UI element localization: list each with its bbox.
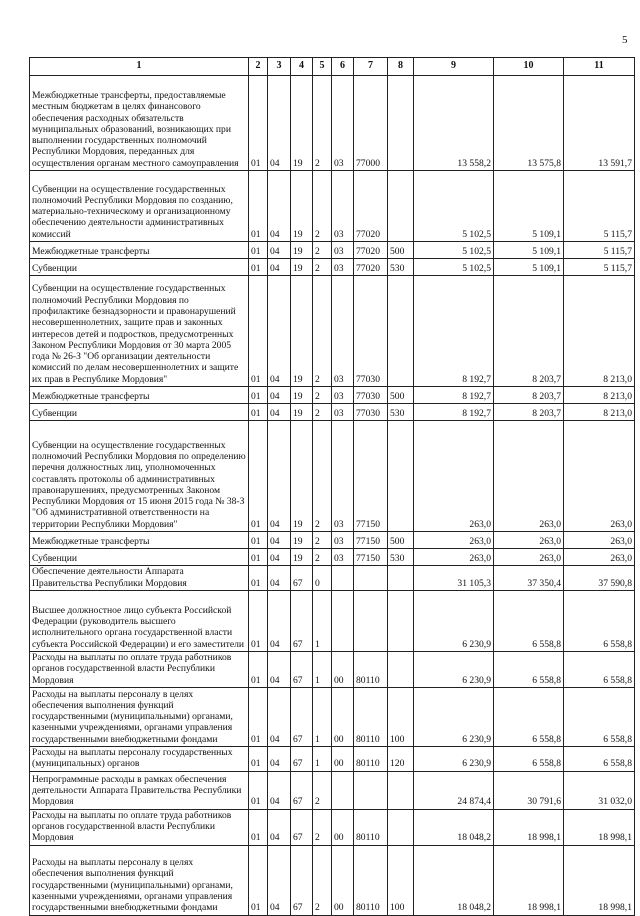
cell-c8: 500 bbox=[388, 387, 414, 404]
cell-c3: 04 bbox=[268, 771, 291, 809]
cell-c2: 01 bbox=[249, 845, 268, 915]
cell-v11: 5 115,7 bbox=[564, 242, 635, 259]
cell-c7: 80110 bbox=[354, 747, 388, 772]
cell-c4: 19 bbox=[291, 421, 313, 532]
cell-v9: 5 102,5 bbox=[414, 171, 494, 242]
cell-v11: 6 558,8 bbox=[564, 591, 635, 652]
cell-v11: 18 998,1 bbox=[564, 845, 635, 915]
cell-v9: 263,0 bbox=[414, 421, 494, 532]
column-header-8: 8 bbox=[388, 58, 414, 76]
table-row bbox=[30, 771, 635, 809]
cell-v10: 8 203,7 bbox=[494, 387, 564, 404]
cell-c6: 03 bbox=[332, 532, 354, 549]
cell-c6: 03 bbox=[332, 549, 354, 566]
table-row bbox=[30, 747, 635, 772]
cell-c5: 2 bbox=[313, 171, 332, 242]
table-row bbox=[30, 566, 635, 591]
cell-c5: 2 bbox=[313, 259, 332, 276]
cell-c2: 01 bbox=[249, 276, 268, 387]
cell-c3: 04 bbox=[268, 688, 291, 747]
cell-c7: 77030 bbox=[354, 404, 388, 421]
cell-c6: 03 bbox=[332, 404, 354, 421]
cell-c8: 100 bbox=[388, 688, 414, 747]
cell-v11: 263,0 bbox=[564, 549, 635, 566]
cell-c8 bbox=[388, 276, 414, 387]
cell-v11: 31 032,0 bbox=[564, 771, 635, 809]
table-row bbox=[30, 171, 635, 242]
cell-c8 bbox=[388, 76, 414, 171]
cell-c2: 01 bbox=[249, 688, 268, 747]
budget-table bbox=[29, 57, 635, 916]
cell-c8 bbox=[388, 591, 414, 652]
cell-c4: 67 bbox=[291, 591, 313, 652]
cell-c3: 04 bbox=[268, 404, 291, 421]
column-header-11: 11 bbox=[564, 58, 635, 76]
row-name-cell: Расходы на выплаты персоналу государственных (муниципальных) органов bbox=[30, 747, 249, 772]
row-name-cell: Расходы на выплаты по оплате труда работников органов государственной власти Республики Мордовия bbox=[30, 809, 249, 845]
table-body bbox=[30, 76, 635, 916]
cell-v10: 6 558,8 bbox=[494, 591, 564, 652]
cell-v11: 8 213,0 bbox=[564, 276, 635, 387]
cell-c6: 03 bbox=[332, 76, 354, 171]
row-name-cell: Обеспечение деятельности Аппарата Правительства Республики Мордовия bbox=[30, 566, 249, 591]
cell-v11: 263,0 bbox=[564, 532, 635, 549]
cell-v9: 6 230,9 bbox=[414, 652, 494, 688]
row-name-cell: Субвенции на осуществление государственных полномочий Республики Мордовия по профилактике безнадзорности и правонарушений несовершеннолетних, защите прав и законных интересов детей и подростков, предусмотренных Законом Республики Мордовия от 30 марта 2005 года № 26-З "Об организации деятельности комиссий по делам несовершеннолетних и защите их прав в Республике Мордовия" bbox=[30, 276, 249, 387]
cell-c8 bbox=[388, 171, 414, 242]
cell-c2: 01 bbox=[249, 771, 268, 809]
table-row bbox=[30, 76, 635, 171]
cell-v9: 8 192,7 bbox=[414, 404, 494, 421]
cell-c3: 04 bbox=[268, 276, 291, 387]
table-row bbox=[30, 549, 635, 566]
cell-c4: 67 bbox=[291, 652, 313, 688]
cell-c4: 19 bbox=[291, 242, 313, 259]
row-name-cell: Межбюджетные трансферты bbox=[30, 387, 249, 404]
cell-c4: 19 bbox=[291, 76, 313, 171]
column-header-9: 9 bbox=[414, 58, 494, 76]
cell-v10: 5 109,1 bbox=[494, 242, 564, 259]
cell-c5: 2 bbox=[313, 404, 332, 421]
cell-c2: 01 bbox=[249, 387, 268, 404]
cell-c4: 19 bbox=[291, 171, 313, 242]
cell-v10: 18 998,1 bbox=[494, 845, 564, 915]
cell-c4: 19 bbox=[291, 276, 313, 387]
cell-v10: 18 998,1 bbox=[494, 809, 564, 845]
row-name-cell: Высшее должностное лицо субъекта Российской Федерации (руководитель высшего исполнительного органа государственной власти субъекта Российской Федерации) и его заместители bbox=[30, 591, 249, 652]
cell-v9: 31 105,3 bbox=[414, 566, 494, 591]
cell-c8 bbox=[388, 771, 414, 809]
table-row bbox=[30, 242, 635, 259]
column-header-4: 4 bbox=[291, 58, 313, 76]
cell-c7: 77000 bbox=[354, 76, 388, 171]
cell-c6: 03 bbox=[332, 387, 354, 404]
cell-c2: 01 bbox=[249, 404, 268, 421]
cell-c8: 530 bbox=[388, 549, 414, 566]
cell-c5: 2 bbox=[313, 387, 332, 404]
cell-v11: 8 213,0 bbox=[564, 387, 635, 404]
cell-v10: 263,0 bbox=[494, 421, 564, 532]
cell-v9: 5 102,5 bbox=[414, 242, 494, 259]
cell-c4: 19 bbox=[291, 532, 313, 549]
cell-c5: 2 bbox=[313, 771, 332, 809]
cell-c7 bbox=[354, 566, 388, 591]
table-row bbox=[30, 652, 635, 688]
cell-c5: 1 bbox=[313, 747, 332, 772]
table-row bbox=[30, 259, 635, 276]
cell-c6: 03 bbox=[332, 242, 354, 259]
row-name-cell: Межбюджетные трансферты bbox=[30, 532, 249, 549]
cell-c4: 67 bbox=[291, 771, 313, 809]
cell-c8: 500 bbox=[388, 242, 414, 259]
cell-c3: 04 bbox=[268, 76, 291, 171]
column-header-1: 1 bbox=[30, 58, 249, 76]
cell-c2: 01 bbox=[249, 549, 268, 566]
cell-c3: 04 bbox=[268, 845, 291, 915]
cell-c4: 67 bbox=[291, 566, 313, 591]
cell-c7: 77150 bbox=[354, 549, 388, 566]
cell-c6 bbox=[332, 591, 354, 652]
cell-c4: 67 bbox=[291, 747, 313, 772]
row-name-cell: Субвенции bbox=[30, 549, 249, 566]
row-name-cell: Расходы на выплаты персоналу в целях обеспечения выполнения функций государственными (муниципальными) органами, казенными учреждениями, органами управления государственными внебюджетными фондами bbox=[30, 688, 249, 747]
cell-c6: 03 bbox=[332, 276, 354, 387]
cell-v10: 6 558,8 bbox=[494, 747, 564, 772]
row-name-cell: Непрограммные расходы в рамках обеспечения деятельности Аппарата Правительства Республики Мордовия bbox=[30, 771, 249, 809]
cell-c3: 04 bbox=[268, 532, 291, 549]
cell-v9: 18 048,2 bbox=[414, 809, 494, 845]
cell-v9: 263,0 bbox=[414, 549, 494, 566]
cell-c5: 2 bbox=[313, 276, 332, 387]
cell-c3: 04 bbox=[268, 652, 291, 688]
cell-c6: 00 bbox=[332, 809, 354, 845]
cell-v11: 18 998,1 bbox=[564, 809, 635, 845]
cell-c5: 2 bbox=[313, 809, 332, 845]
column-header-7: 7 bbox=[354, 58, 388, 76]
cell-c7: 77150 bbox=[354, 421, 388, 532]
cell-c8: 500 bbox=[388, 532, 414, 549]
cell-v9: 6 230,9 bbox=[414, 747, 494, 772]
cell-c4: 67 bbox=[291, 809, 313, 845]
table-row bbox=[30, 532, 635, 549]
cell-c7: 77030 bbox=[354, 276, 388, 387]
cell-v11: 263,0 bbox=[564, 421, 635, 532]
cell-c3: 04 bbox=[268, 421, 291, 532]
cell-c4: 67 bbox=[291, 688, 313, 747]
cell-c2: 01 bbox=[249, 259, 268, 276]
cell-c5: 1 bbox=[313, 652, 332, 688]
cell-v11: 6 558,8 bbox=[564, 688, 635, 747]
cell-v11: 5 115,7 bbox=[564, 259, 635, 276]
column-header-3: 3 bbox=[268, 58, 291, 76]
cell-v10: 6 558,8 bbox=[494, 652, 564, 688]
cell-c6: 00 bbox=[332, 688, 354, 747]
cell-c8: 100 bbox=[388, 845, 414, 915]
cell-c3: 04 bbox=[268, 549, 291, 566]
cell-c3: 04 bbox=[268, 809, 291, 845]
cell-c4: 19 bbox=[291, 549, 313, 566]
cell-c2: 01 bbox=[249, 171, 268, 242]
cell-v11: 37 590,8 bbox=[564, 566, 635, 591]
column-header-6: 6 bbox=[332, 58, 354, 76]
column-header-2: 2 bbox=[249, 58, 268, 76]
cell-c7: 80110 bbox=[354, 688, 388, 747]
cell-c8 bbox=[388, 421, 414, 532]
cell-v9: 6 230,9 bbox=[414, 591, 494, 652]
table-row bbox=[30, 809, 635, 845]
cell-c5: 2 bbox=[313, 76, 332, 171]
cell-c7: 77030 bbox=[354, 387, 388, 404]
cell-v10: 263,0 bbox=[494, 549, 564, 566]
cell-v11: 6 558,8 bbox=[564, 652, 635, 688]
cell-c8: 120 bbox=[388, 747, 414, 772]
cell-c5: 2 bbox=[313, 845, 332, 915]
cell-c6: 03 bbox=[332, 259, 354, 276]
cell-v10: 30 791,6 bbox=[494, 771, 564, 809]
table-row bbox=[30, 387, 635, 404]
table-row bbox=[30, 404, 635, 421]
cell-c8 bbox=[388, 652, 414, 688]
row-name-cell: Субвенции bbox=[30, 404, 249, 421]
cell-c4: 19 bbox=[291, 259, 313, 276]
header-row bbox=[30, 58, 635, 76]
table-row bbox=[30, 688, 635, 747]
cell-c5: 0 bbox=[313, 566, 332, 591]
cell-v10: 5 109,1 bbox=[494, 171, 564, 242]
cell-v10: 37 350,4 bbox=[494, 566, 564, 591]
cell-c5: 2 bbox=[313, 549, 332, 566]
cell-c8 bbox=[388, 566, 414, 591]
cell-c3: 04 bbox=[268, 171, 291, 242]
row-name-cell: Расходы на выплаты по оплате труда работников органов государственной власти Республики Мордовия bbox=[30, 652, 249, 688]
cell-v9: 263,0 bbox=[414, 532, 494, 549]
table-row bbox=[30, 276, 635, 387]
cell-c4: 19 bbox=[291, 404, 313, 421]
cell-c6: 00 bbox=[332, 652, 354, 688]
row-name-cell: Субвенции на осуществление государственных полномочий Республики Мордовия по созданию, материально-техническому и организационному обеспечению деятельности административных комиссий bbox=[30, 171, 249, 242]
cell-c6: 00 bbox=[332, 845, 354, 915]
cell-c2: 01 bbox=[249, 652, 268, 688]
cell-c2: 01 bbox=[249, 809, 268, 845]
cell-v9: 6 230,9 bbox=[414, 688, 494, 747]
cell-v11: 8 213,0 bbox=[564, 404, 635, 421]
cell-v9: 5 102,5 bbox=[414, 259, 494, 276]
cell-c3: 04 bbox=[268, 747, 291, 772]
cell-c7: 80110 bbox=[354, 809, 388, 845]
row-name-cell: Расходы на выплаты персоналу в целях обеспечения выполнения функций государственными (муниципальными) органами, казенными учреждениями, органами управления государственными внебюджетными фондами bbox=[30, 845, 249, 915]
cell-c3: 04 bbox=[268, 242, 291, 259]
cell-v10: 6 558,8 bbox=[494, 688, 564, 747]
cell-v9: 8 192,7 bbox=[414, 387, 494, 404]
cell-c7: 77020 bbox=[354, 242, 388, 259]
cell-c2: 01 bbox=[249, 747, 268, 772]
cell-c2: 01 bbox=[249, 591, 268, 652]
cell-c5: 1 bbox=[313, 688, 332, 747]
cell-v10: 8 203,7 bbox=[494, 404, 564, 421]
cell-c6: 03 bbox=[332, 171, 354, 242]
cell-v11: 6 558,8 bbox=[564, 747, 635, 772]
cell-c2: 01 bbox=[249, 242, 268, 259]
cell-v10: 5 109,1 bbox=[494, 259, 564, 276]
cell-c2: 01 bbox=[249, 421, 268, 532]
cell-c6: 03 bbox=[332, 421, 354, 532]
cell-c8 bbox=[388, 809, 414, 845]
cell-v9: 8 192,7 bbox=[414, 276, 494, 387]
row-name-cell: Межбюджетные трансферты, предоставляемые местным бюджетам в целях финансового обеспечения расходных обязательств муниципальных образований, возникающих при выполнении государственных полномочий Республики Мордовия, переданных для осуществления органам местного самоуправления bbox=[30, 76, 249, 171]
cell-c7: 77020 bbox=[354, 259, 388, 276]
row-name-cell: Субвенции bbox=[30, 259, 249, 276]
cell-v9: 13 558,2 bbox=[414, 76, 494, 171]
cell-v9: 24 874,4 bbox=[414, 771, 494, 809]
cell-c4: 19 bbox=[291, 387, 313, 404]
table-row bbox=[30, 591, 635, 652]
table-row bbox=[30, 421, 635, 532]
cell-c7: 77150 bbox=[354, 532, 388, 549]
cell-c5: 2 bbox=[313, 242, 332, 259]
cell-c4: 67 bbox=[291, 845, 313, 915]
cell-v10: 13 575,8 bbox=[494, 76, 564, 171]
cell-c8: 530 bbox=[388, 404, 414, 421]
cell-c3: 04 bbox=[268, 566, 291, 591]
cell-c3: 04 bbox=[268, 259, 291, 276]
row-name-cell: Межбюджетные трансферты bbox=[30, 242, 249, 259]
cell-c3: 04 bbox=[268, 387, 291, 404]
cell-c6 bbox=[332, 771, 354, 809]
cell-v10: 263,0 bbox=[494, 532, 564, 549]
cell-c5: 1 bbox=[313, 591, 332, 652]
cell-c6: 00 bbox=[332, 747, 354, 772]
page-number: 5 bbox=[622, 34, 628, 46]
cell-v11: 5 115,7 bbox=[564, 171, 635, 242]
column-header-10: 10 bbox=[494, 58, 564, 76]
row-name-cell: Субвенции на осуществление государственных полномочий Республики Мордовия по определению перечня должностных лиц, уполномоченных составлять протоколы об административных правонарушениях, предусмотренных Законом Республики Мордовия от 15 июня 2015 года № 38-З "Об административной ответственности на территории Республики Мордовия" bbox=[30, 421, 249, 532]
cell-c8: 530 bbox=[388, 259, 414, 276]
cell-c5: 2 bbox=[313, 532, 332, 549]
cell-c2: 01 bbox=[249, 76, 268, 171]
cell-v11: 13 591,7 bbox=[564, 76, 635, 171]
cell-c2: 01 bbox=[249, 566, 268, 591]
cell-v10: 8 203,7 bbox=[494, 276, 564, 387]
cell-c3: 04 bbox=[268, 591, 291, 652]
cell-c5: 2 bbox=[313, 421, 332, 532]
cell-c2: 01 bbox=[249, 532, 268, 549]
column-header-5: 5 bbox=[313, 58, 332, 76]
cell-c6 bbox=[332, 566, 354, 591]
cell-c7 bbox=[354, 771, 388, 809]
cell-c7: 80110 bbox=[354, 845, 388, 915]
cell-c7 bbox=[354, 591, 388, 652]
cell-c7: 77020 bbox=[354, 171, 388, 242]
cell-v9: 18 048,2 bbox=[414, 845, 494, 915]
cell-c7: 80110 bbox=[354, 652, 388, 688]
